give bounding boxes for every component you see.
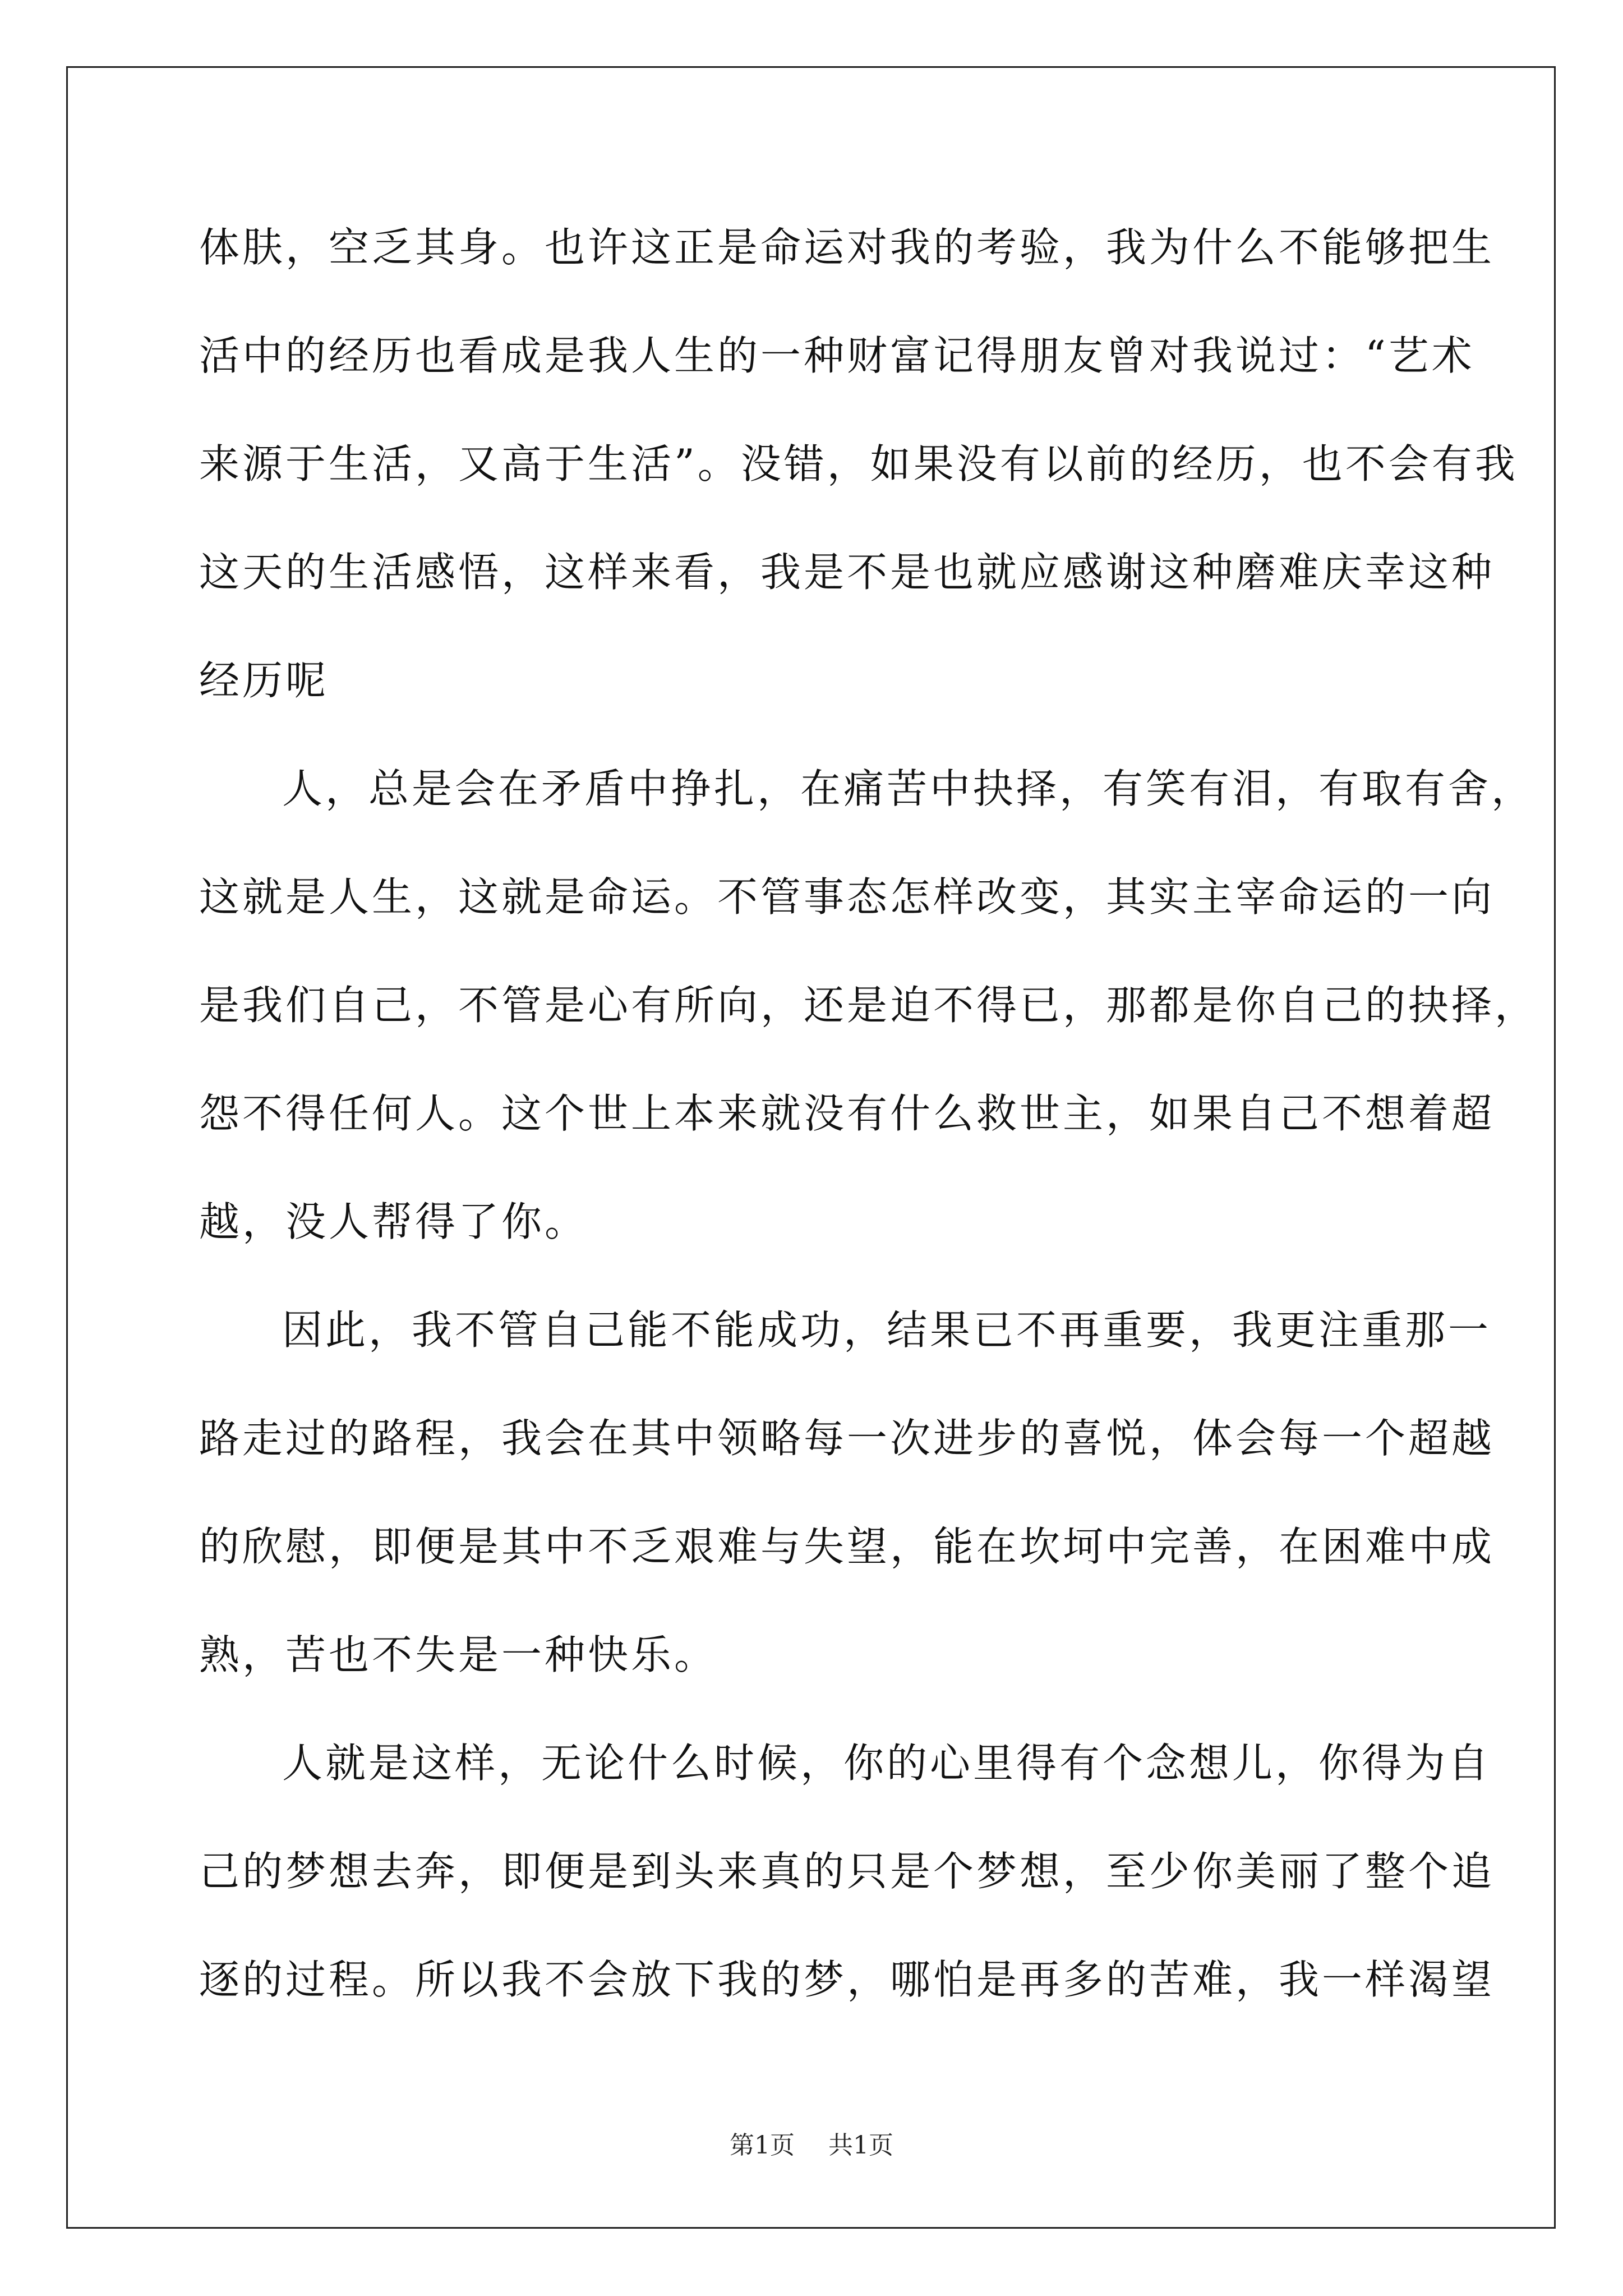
text-line: 越，没人帮得了你。 bbox=[199, 1198, 588, 1245]
page-total: 共1页 bbox=[828, 2131, 893, 2160]
text-line: 怨不得任何人。这个世上本来就没有什么救世主，如果自己不想着超 bbox=[199, 1090, 1495, 1137]
text-line: 熟，苦也不失是一种快乐。 bbox=[199, 1631, 718, 1678]
text-line: 人就是这样，无论什么时候，你的心里得有个念想儿，你得为自 bbox=[282, 1740, 1492, 1787]
text-line: 活中的经历也看成是我人生的一种财富记得朋友曾对我说过：“艺术 bbox=[199, 332, 1475, 379]
text-line: 的欣慰，即便是其中不乏艰难与失望，能在坎坷中完善，在困难中成 bbox=[199, 1523, 1495, 1570]
text-line: 是我们自己，不管是心有所向，还是迫不得已，那都是你自己的抉择， bbox=[199, 982, 1538, 1029]
text-line: 这就是人生，这就是命运。不管事态怎样改变，其实主宰命运的一向 bbox=[199, 873, 1495, 921]
text-line: 来源于生活，又高于生活”。没错，如果没有以前的经历，也不会有我 bbox=[199, 440, 1518, 487]
text-line: 人，总是会在矛盾中挣扎，在痛苦中抉择，有笑有泪，有取有舍， bbox=[282, 765, 1535, 812]
text-line: 己的梦想去奔，即便是到头来真的只是个梦想，至少你美丽了整个追 bbox=[199, 1848, 1495, 1895]
text-line: 逐的过程。所以我不会放下我的梦，哪怕是再多的苦难，我一样渴望 bbox=[199, 1956, 1495, 2003]
page-footer bbox=[0, 2129, 1623, 2162]
text-line: 路走过的路程，我会在其中领略每一次进步的喜悦，体会每一个超越 bbox=[199, 1415, 1495, 1462]
page-number: 第1页 bbox=[730, 2131, 795, 2160]
text-line: 这天的生活感悟，这样来看，我是不是也就应感谢这种磨难庆幸这种 bbox=[199, 549, 1495, 596]
text-line: 体肤，空乏其身。也许这正是命运对我的考验，我为什么不能够把生 bbox=[199, 224, 1495, 271]
document-body bbox=[199, 194, 1538, 2034]
text-line: 因此，我不管自己能不能成功，结果已不再重要，我更注重那一 bbox=[282, 1306, 1492, 1354]
text-line: 经历呢 bbox=[199, 657, 329, 704]
